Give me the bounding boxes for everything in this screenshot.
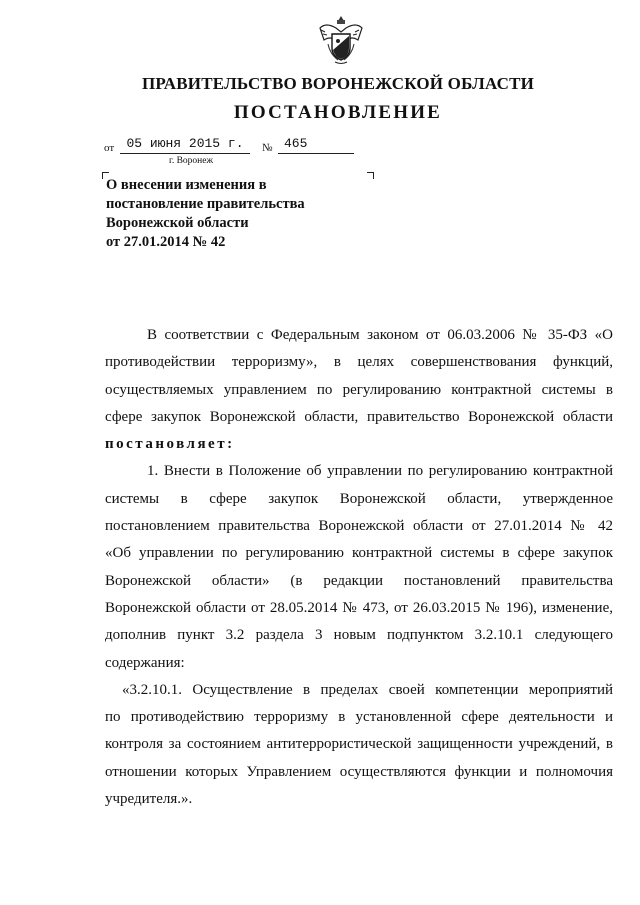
resolves-word: постановляет: <box>105 436 235 453</box>
item1-line: Воронежской области» (в редакции постановлений правительства <box>105 572 613 589</box>
subject-line: постановление правительства <box>106 196 305 212</box>
document-number: 465 <box>278 136 354 154</box>
subject-line: Воронежской области <box>106 215 249 231</box>
city-label: г. Воронеж <box>169 156 214 166</box>
quote-line: учредителя.». <box>105 791 193 808</box>
item1-line: «Об управлении по регулированию контрактной системы в сфере закупок <box>105 545 613 562</box>
number-label: № <box>262 142 273 154</box>
document-date: 05 июня 2015 г. <box>120 136 250 154</box>
preamble-line: осуществляемых управлением по регулированию контрактной системы в <box>105 381 613 398</box>
corner-mark-right <box>367 172 374 179</box>
item1-line: 1. Внести в Положение об управлении по регулированию контрактной <box>147 463 613 480</box>
preamble-line: сфере закупок Воронежской области, правительство Воронежской области <box>105 408 613 425</box>
subject-line: О внесении изменения в <box>106 177 267 193</box>
coat-of-arms-icon <box>316 14 366 66</box>
from-label: от <box>104 142 115 154</box>
government-name: ПРАВИТЕЛЬСТВО ВОРОНЕЖСКОЙ ОБЛАСТИ <box>141 74 535 93</box>
quote-line: по противодействию терроризму в установленной сфере деятельности и <box>105 709 613 726</box>
item1-line: Воронежской области от 28.05.2014 № 473, от 26.03.2015 № 196), изменение, <box>105 599 613 616</box>
item1-line: дополнив пункт 3.2 раздела 3 новым подпунктом 3.2.10.1 следующего <box>105 627 613 644</box>
date-number-line <box>104 136 364 156</box>
quote-line: «3.2.10.1. Осуществление в пределах своей компетенции мероприятий <box>122 681 613 698</box>
subject-line: от 27.01.2014 № 42 <box>106 234 226 250</box>
preamble-line: В соответствии с Федеральным законом от 06.03.2006 № 35-ФЗ «О <box>147 327 613 343</box>
quote-line: отношении которых Управлением осуществляются функции и полномочия <box>105 763 613 780</box>
document-subject <box>106 176 346 252</box>
item1-line: системы в сфере закупок Воронежской области, утвержденное <box>105 490 613 507</box>
document-body <box>105 322 613 813</box>
quote-line: контроля за состоянием антитеррористической защищенности учреждений, в <box>105 736 613 753</box>
preamble-line: противодействии терроризму», в целях совершенствования функций, <box>105 354 613 371</box>
item1-line: постановлением правительства Воронежской области от 27.01.2014 № 42 <box>105 518 613 535</box>
document-type: ПОСТАНОВЛЕНИЕ <box>233 102 443 123</box>
item1-line: содержания: <box>105 654 185 671</box>
